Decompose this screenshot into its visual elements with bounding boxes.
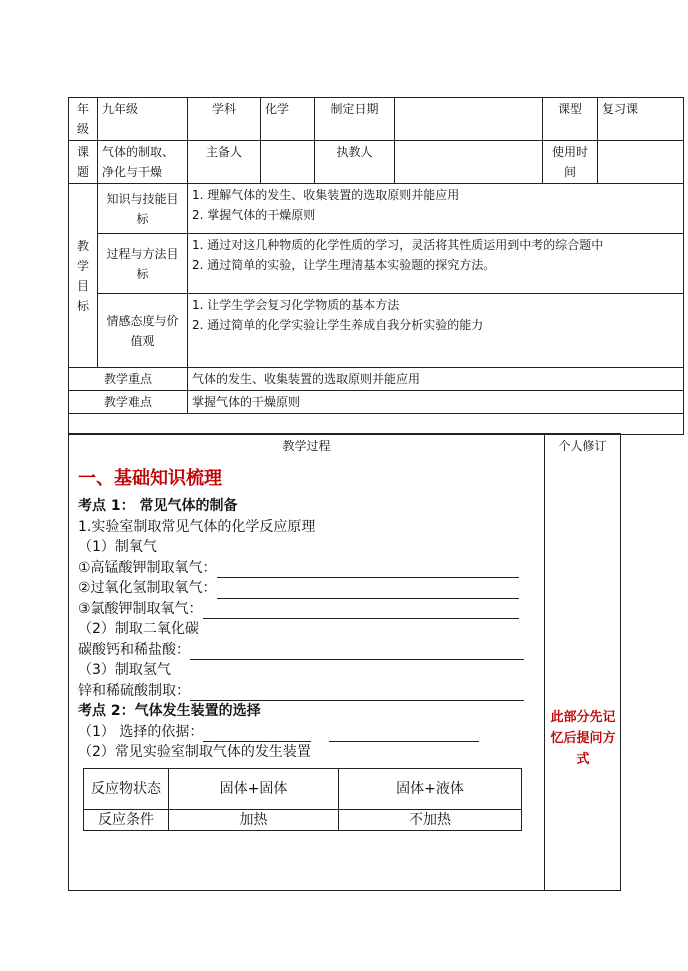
process-title: 教学过程 (282, 439, 331, 453)
o2-a: ①高锰酸钾制取氧气： (78, 558, 544, 579)
generation-device-table (83, 768, 522, 831)
co2-title: （2）制取二氧化碳 (78, 621, 199, 637)
date-value (395, 98, 543, 141)
goal-items (188, 234, 684, 294)
side-title: 个人修订 (558, 439, 607, 453)
condition-no-heat: 不加热 (339, 810, 522, 831)
basis-line: （1） 选择的依据： (78, 722, 544, 743)
lesson-type-value: 复习课 (598, 98, 684, 141)
goal-item: 1. 通过对这几种物质的化学性质的学习，灵活将其性质运用到中考的综合题中 (192, 238, 604, 252)
topic-value: 气体的制取、净化与干燥 (98, 141, 188, 184)
grade-value: 九年级 (98, 98, 188, 141)
goal-item: 1. 让学生学会复习化学物质的基本方法 (192, 298, 400, 312)
state-solid-solid: 固体+固体 (169, 769, 339, 810)
side-note: 此部分先记忆后提问方式 (550, 710, 616, 767)
goal-items (188, 184, 684, 234)
date-label: 制定日期 (315, 98, 395, 141)
process-side-cell (545, 434, 621, 891)
o2-title: （1）制氧气 (78, 539, 157, 555)
goal-item: 2. 通过简单的实验，让学生理清基本实验题的探究方法。 (192, 258, 496, 272)
answer-blank[interactable] (190, 645, 524, 660)
h2-title: （3）制取氢气 (78, 662, 171, 678)
key-point-label: 教学重点 (69, 368, 188, 391)
question-1: 1.实验室制取常见气体的化学反应原理 (78, 518, 316, 535)
difficulty-value: 掌握气体的干燥原则 (188, 391, 684, 414)
answer-blank[interactable] (217, 584, 519, 599)
answer-blank[interactable] (329, 727, 479, 742)
use-time-label: 使用时间 (543, 141, 598, 184)
teacher-label: 执教人 (315, 141, 395, 184)
goal-items (188, 294, 684, 368)
difficulty-label: 教学难点 (69, 391, 188, 414)
subject-label: 学科 (188, 98, 261, 141)
preparer-label: 主备人 (188, 141, 261, 184)
o2-c: ③氯酸钾制取氧气： (78, 599, 544, 620)
condition-label: 反应条件 (84, 810, 169, 831)
answer-blank[interactable] (190, 686, 524, 701)
state-solid-liquid: 固体+液体 (339, 769, 522, 810)
goal-category: 情感态度与价值观 (98, 294, 188, 368)
use-time-value (598, 141, 684, 184)
kaodian-1: 考点 1： 常见气体的制备 (78, 498, 238, 514)
o2-b: ②过氧化氢制取氧气： (78, 578, 544, 599)
co2-a: 碳酸钙和稀盐酸： (78, 640, 544, 661)
goal-item: 1. 理解气体的发生、收集装置的选取原则并能应用 (192, 188, 460, 202)
answer-blank[interactable] (217, 563, 519, 578)
teacher-value (395, 141, 543, 184)
goals-label: 教学目标 (69, 184, 98, 368)
goal-category: 过程与方法目标 (98, 234, 188, 294)
kaodian-2: 考点 2：气体发生装置的选择 (78, 703, 261, 719)
condition-heat: 加热 (169, 810, 339, 831)
goal-category: 知识与技能目标 (98, 184, 188, 234)
state-label: 反应物状态 (84, 769, 169, 810)
grade-label: 年级 (69, 98, 98, 141)
devices-line: （2）常见实验室制取气体的发生装置 (78, 744, 311, 760)
goal-item: 2. 通过简单的化学实验让学生养成自我分析实验的能力 (192, 318, 484, 332)
h2-a: 锌和稀硫酸制取： (78, 681, 544, 702)
answer-blank[interactable] (203, 604, 519, 619)
answer-blank[interactable] (203, 727, 311, 742)
lesson-type-label: 课型 (543, 98, 598, 141)
spacer-row (69, 414, 684, 435)
section-title: 一、基础知识梳理 (78, 468, 222, 489)
preparer-value (261, 141, 315, 184)
lesson-plan-header-table (68, 97, 684, 435)
goal-item: 2. 掌握气体的干燥原则 (192, 208, 316, 222)
topic-label: 课题 (69, 141, 98, 184)
subject-value: 化学 (261, 98, 315, 141)
key-point-value: 气体的发生、收集装置的选取原则并能应用 (188, 368, 684, 391)
